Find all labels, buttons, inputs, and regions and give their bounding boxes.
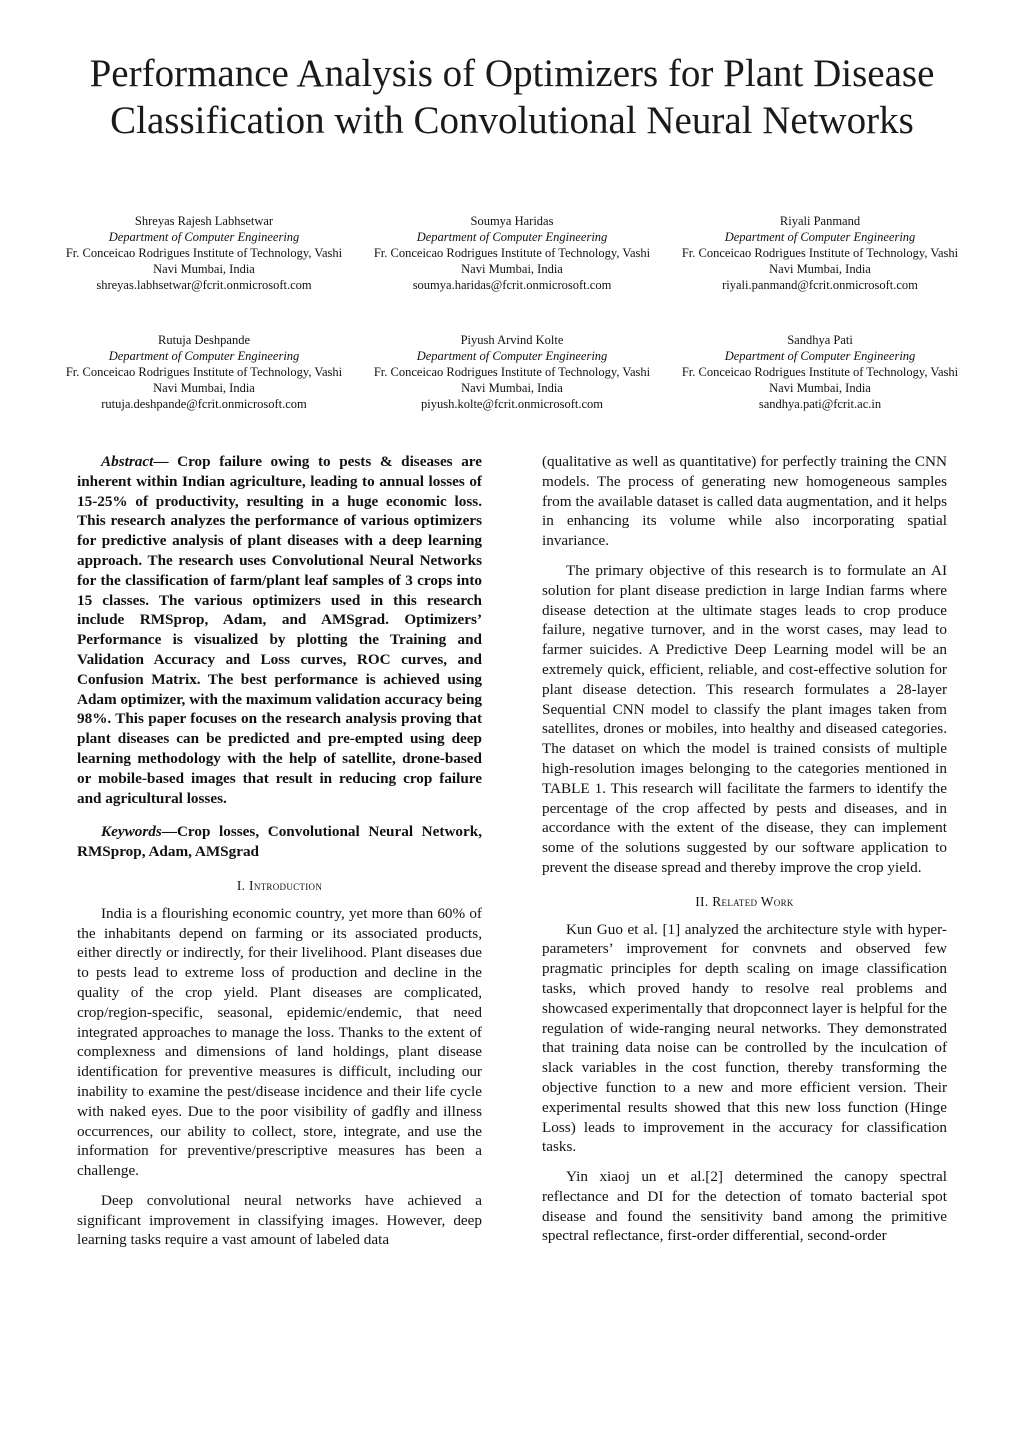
author-name: Sandhya Pati [787, 333, 853, 347]
paragraph: Yin xiaoj un et al.[2] determined the canopy spectral reflectance and DI for the detection of tomato bacterial spot disease and found the sensitivity band among the primitive spectral reflectance, first-order differential, second-order [542, 1168, 947, 1245]
author-email: rutuja.deshpande@fcrit.onmicrosoft.com [101, 397, 307, 411]
author-email: soumya.haridas@fcrit.onmicrosoft.com [412, 278, 612, 292]
abstract [77, 452, 482, 808]
author-location: Navi Mumbai, India [153, 262, 255, 276]
author-name: Riyali Panmand [779, 214, 861, 228]
author-row-1 [50, 213, 974, 293]
section-title: Related Work [712, 893, 794, 909]
section-number: I. [236, 877, 246, 893]
author-email: sandhya.pati@fcrit.ac.in [758, 397, 882, 411]
author-location: Navi Mumbai, India [153, 381, 255, 395]
right-column [542, 452, 947, 1256]
author-dept: Department of Computer Engineering [108, 349, 300, 363]
section-title: Introduction [249, 877, 323, 893]
paragraph: Kun Guo et al. [1] analyzed the architecture style with hyper-parameters’ improvement for convnets and observed few pragmatic principles for depth scaling on image classification tasks, which proved handy to resolve real problems and showcased experimentally that dropconnect layer is helpful for the regulation of wide-ranging neural networks. They demonstrated that training data noise can be controlled by the inculcation of slack variables in the cost function, thereby transforming the objective function to a new and more efficient version. Their experimental results showed that this new loss function (Hinge Loss) leads to improvement in the accuracy for classification tasks. [542, 920, 947, 1156]
author-institute: Fr. Conceicao Rodrigues Institute of Technology, Vashi [65, 246, 343, 260]
keywords [77, 822, 482, 862]
author-dept: Department of Computer Engineering [416, 349, 608, 363]
left-column [77, 452, 482, 1260]
author-dept: Department of Computer Engineering [724, 349, 916, 363]
author-block [666, 213, 974, 293]
abstract-text: — Crop failure owing to pests & diseases are inherent within Indian agriculture, leading to annual losses of 15-25% of productivity, resulting in a huge economic loss. This research analyzes the performance of various optimizers for predictive analysis of plant diseases with a deep learning approach. The research uses Convolutional Neural Networks for the classification of farm/plant leaf samples of 3 crops into 15 classes. The various optimizers used in this research include RMSprop, Adam, and AMSgrad. Optimizers’ Performance is visualized by plotting the Training and Validation Accuracy and Loss curves, ROC curves, and Confusion Matrix. The best performance is achieved using Adam optimizer, with the maximum validation accuracy being 98%. This paper focuses on the research analysis proving that plant diseases can be predicted and pre-empted using deep learning methodology with the help of satellite, drone-based or mobile-based images that result in reducing crop failure and agricultural losses. [77, 453, 482, 807]
section-number: II. [695, 893, 709, 909]
author-institute: Fr. Conceicao Rodrigues Institute of Technology, Vashi [373, 365, 651, 379]
author-name: Soumya Haridas [470, 214, 554, 228]
author-dept: Department of Computer Engineering [108, 230, 300, 244]
author-email: piyush.kolte@fcrit.onmicrosoft.com [421, 397, 603, 411]
author-block [358, 213, 666, 293]
author-name: Piyush Arvind Kolte [460, 333, 564, 347]
paper-title: Performance Analysis of Optimizers for Plant Disease Classification with Convolutional Neural Networks [89, 52, 935, 142]
author-location: Navi Mumbai, India [769, 262, 871, 276]
paragraph: The primary objective of this research is to formulate an AI solution for plant disease prediction in large Indian farms where disease detection at the ultimate stages leads to crop produce failure, negative turnover, and in the worst cases, may lead to farmer suicides. A Predictive Deep Learning model will be an extremely quick, efficient, reliable, and cost-effective solution for plant disease detection. This research formulates a 28-layer Sequential CNN model to classify the plant images taken from satellites, drones or mobiles, into healthy and diseased categories. The dataset on which the model is trained consists of multiple high-resolution images belonging to the categories mentioned in TABLE 1. This research will facilitate the farmers to identify the percentage of the crop affected by pests and diseases, and in accordance with the extent of the disease, they can implement some of the solutions suggested by our software application to prevent the disease spread and thereby improve the crop yield. [542, 561, 947, 876]
section-heading-introduction [77, 876, 482, 896]
section-heading-related-work [542, 892, 947, 912]
author-institute: Fr. Conceicao Rodrigues Institute of Technology, Vashi [681, 365, 959, 379]
author-block [50, 332, 358, 412]
author-email: riyali.panmand@fcrit.onmicrosoft.com [722, 278, 918, 292]
paragraph: Deep convolutional neural networks have achieved a significant improvement in classifying images. However, deep learning tasks require a vast amount of labeled data [77, 1191, 482, 1249]
author-location: Navi Mumbai, India [769, 381, 871, 395]
author-dept: Department of Computer Engineering [724, 230, 916, 244]
author-name: Rutuja Deshpande [158, 333, 250, 347]
author-block [666, 332, 974, 412]
paragraph: India is a flourishing economic country, yet more than 60% of the inhabitants depend on farming or its associated products, either directly or indirectly, for their livelihood. Plant diseases due to pests lead to extreme loss of production and decline in the quality of the crop yield. Plant diseases are complicated, crop/region-specific, seasonal, epidemic/endemic, that need integrated approaches to manage the loss. Thanks to the extent of complexness and dimensions of land holdings, plant disease identification for preventive measures is difficult, including our inability to examine the pest/disease incidence and their life cycle with naked eyes. Due to the poor visibility of gadfly and illness occurrences, our ability to collect, store, integrate, and use the information for preventive/prescriptive measures has been a challenge. [77, 904, 482, 1180]
author-institute: Fr. Conceicao Rodrigues Institute of Technology, Vashi [681, 246, 959, 260]
author-name: Shreyas Rajesh Labhsetwar [134, 214, 274, 228]
author-location: Navi Mumbai, India [461, 262, 563, 276]
author-institute: Fr. Conceicao Rodrigues Institute of Technology, Vashi [65, 365, 343, 379]
author-institute: Fr. Conceicao Rodrigues Institute of Technology, Vashi [373, 246, 651, 260]
author-dept: Department of Computer Engineering [416, 230, 608, 244]
keywords-label: Keywords [101, 823, 162, 841]
author-location: Navi Mumbai, India [461, 381, 563, 395]
author-email: shreyas.labhsetwar@fcrit.onmicrosoft.com [96, 278, 312, 292]
author-row-2 [50, 332, 974, 412]
paragraph: (qualitative as well as quantitative) for perfectly training the CNN models. The process of generating new homogeneous samples from the available dataset is called data augmentation, and it helps in enhancing its volume while also incorporating spatial invariance. [542, 453, 947, 550]
author-block [50, 213, 358, 293]
abstract-label: Abstract [101, 453, 154, 470]
author-block [358, 332, 666, 412]
keywords-text: —Crop losses, Convolutional Neural Network, RMSprop, Adam, AMSgrad [77, 823, 482, 861]
